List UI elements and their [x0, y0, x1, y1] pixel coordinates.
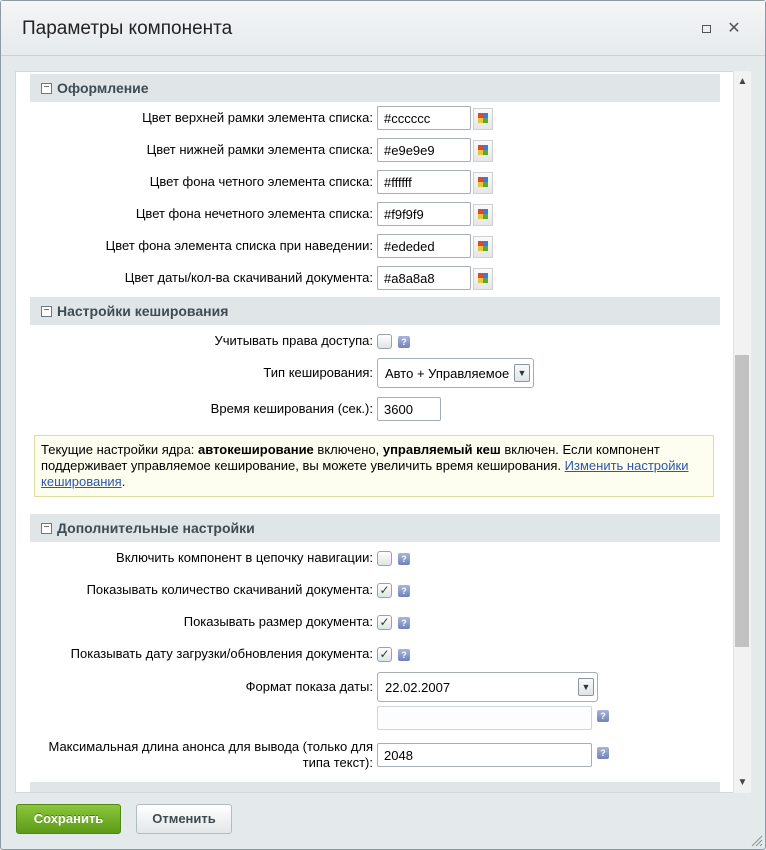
maximize-icon[interactable]: [698, 21, 714, 37]
custom-date-format-input[interactable]: [377, 706, 592, 730]
chevron-down-icon[interactable]: ▼: [514, 364, 530, 382]
collapse-icon[interactable]: −: [41, 306, 52, 317]
resize-grip-icon[interactable]: [749, 833, 763, 847]
field-label: Показывать дату загрузки/обновления документа:: [70, 646, 373, 661]
scroll-thumb[interactable]: [735, 355, 749, 647]
notice-text: включен. Если компонент поддерживает управляемое кеширование, вы можете увеличить время кеширования.: [41, 442, 660, 473]
field-label: Тип кеширования:: [263, 365, 373, 380]
change-cache-settings-link[interactable]: Изменить настройки кеширования: [41, 458, 689, 489]
cache-time-input[interactable]: [377, 397, 441, 421]
cache-type-select[interactable]: [377, 358, 534, 388]
show-size-checkbox[interactable]: ✓: [377, 615, 392, 630]
help-icon[interactable]: ?: [597, 747, 609, 759]
collapse-icon[interactable]: −: [41, 83, 52, 94]
color-picker-icon[interactable]: [473, 204, 493, 226]
access-rights-checkbox[interactable]: [377, 334, 392, 349]
dialog-title: Параметры компонента: [22, 18, 233, 39]
even-bg-color-input[interactable]: [377, 170, 471, 194]
nav-chain-checkbox[interactable]: [377, 551, 392, 566]
cancel-button[interactable]: Отменить: [136, 804, 232, 834]
collapse-icon[interactable]: −: [41, 523, 52, 534]
dialog-titlebar[interactable]: [1, 1, 765, 56]
date-color-input[interactable]: [377, 266, 471, 290]
field-label: Показывать количество скачиваний документа:: [86, 582, 373, 597]
color-picker-icon[interactable]: [473, 236, 493, 258]
date-format-select[interactable]: [377, 672, 598, 702]
max-length-input[interactable]: [377, 743, 592, 767]
dialog-content: [15, 71, 751, 793]
help-icon[interactable]: ?: [398, 336, 410, 348]
notice-text: включено,: [313, 442, 383, 457]
field-label: Время кеширования (сек.):: [210, 401, 373, 416]
field-label: Цвет фона четного элемента списка:: [149, 174, 373, 189]
date-format-value: 22.02.2007: [385, 680, 451, 695]
bottom-border-color-input[interactable]: [377, 138, 471, 162]
field-label: Цвет нижней рамки элемента списка:: [146, 142, 373, 157]
field-label: Учитывать права доступа:: [214, 333, 373, 348]
section-header-extra[interactable]: [30, 514, 720, 542]
help-icon[interactable]: ?: [398, 585, 410, 597]
field-label: Показывать размер документа:: [183, 614, 373, 629]
field-label: Включить компонент в цепочку навигации:: [116, 550, 373, 565]
field-label: Максимальная длина анонса для вывода (только для типа текст):: [48, 739, 373, 770]
help-icon[interactable]: ?: [398, 649, 410, 661]
cache-type-value: Авто + Управляемое: [385, 366, 510, 381]
section-title: Дополнительные настройки: [57, 520, 255, 536]
vertical-scrollbar[interactable]: [733, 71, 751, 793]
help-icon[interactable]: ?: [398, 617, 410, 629]
section-header-next: [30, 782, 720, 793]
notice-bold: автокеширование: [198, 442, 314, 457]
field-label: Цвет даты/кол-ва скачиваний документа:: [124, 270, 373, 285]
scroll-down-icon[interactable]: ▼: [737, 777, 748, 788]
field-label: Цвет верхней рамки элемента списка:: [142, 110, 373, 125]
top-border-color-input[interactable]: [377, 106, 471, 130]
color-picker-icon[interactable]: [473, 108, 493, 130]
field-label: Цвет фона элемента списка при наведении:: [105, 238, 373, 253]
cache-notice: [34, 435, 714, 497]
chevron-down-icon[interactable]: ▼: [578, 678, 594, 696]
show-downloads-checkbox[interactable]: ✓: [377, 583, 392, 598]
section-title: Настройки кеширования: [57, 303, 229, 319]
notice-bold: управляемый кеш: [382, 442, 501, 457]
field-label: Формат показа даты:: [245, 679, 373, 694]
field-label: Цвет фона нечетного элемента списка:: [135, 206, 373, 221]
section-header-cache[interactable]: [30, 297, 720, 325]
close-icon[interactable]: ✕: [727, 20, 741, 37]
odd-bg-color-input[interactable]: [377, 202, 471, 226]
hover-bg-color-input[interactable]: [377, 234, 471, 258]
scroll-up-icon[interactable]: ▲: [737, 76, 748, 87]
color-picker-icon[interactable]: [473, 140, 493, 162]
help-icon[interactable]: ?: [398, 553, 410, 565]
color-picker-icon[interactable]: [473, 268, 493, 290]
help-icon[interactable]: ?: [597, 710, 609, 722]
save-button[interactable]: Сохранить: [16, 804, 121, 834]
notice-text: .: [121, 474, 126, 489]
notice-text: Текущие настройки ядра:: [41, 442, 199, 457]
section-title: Оформление: [57, 80, 149, 96]
section-header-design[interactable]: [30, 74, 720, 102]
show-date-checkbox[interactable]: ✓: [377, 647, 392, 662]
color-picker-icon[interactable]: [473, 172, 493, 194]
